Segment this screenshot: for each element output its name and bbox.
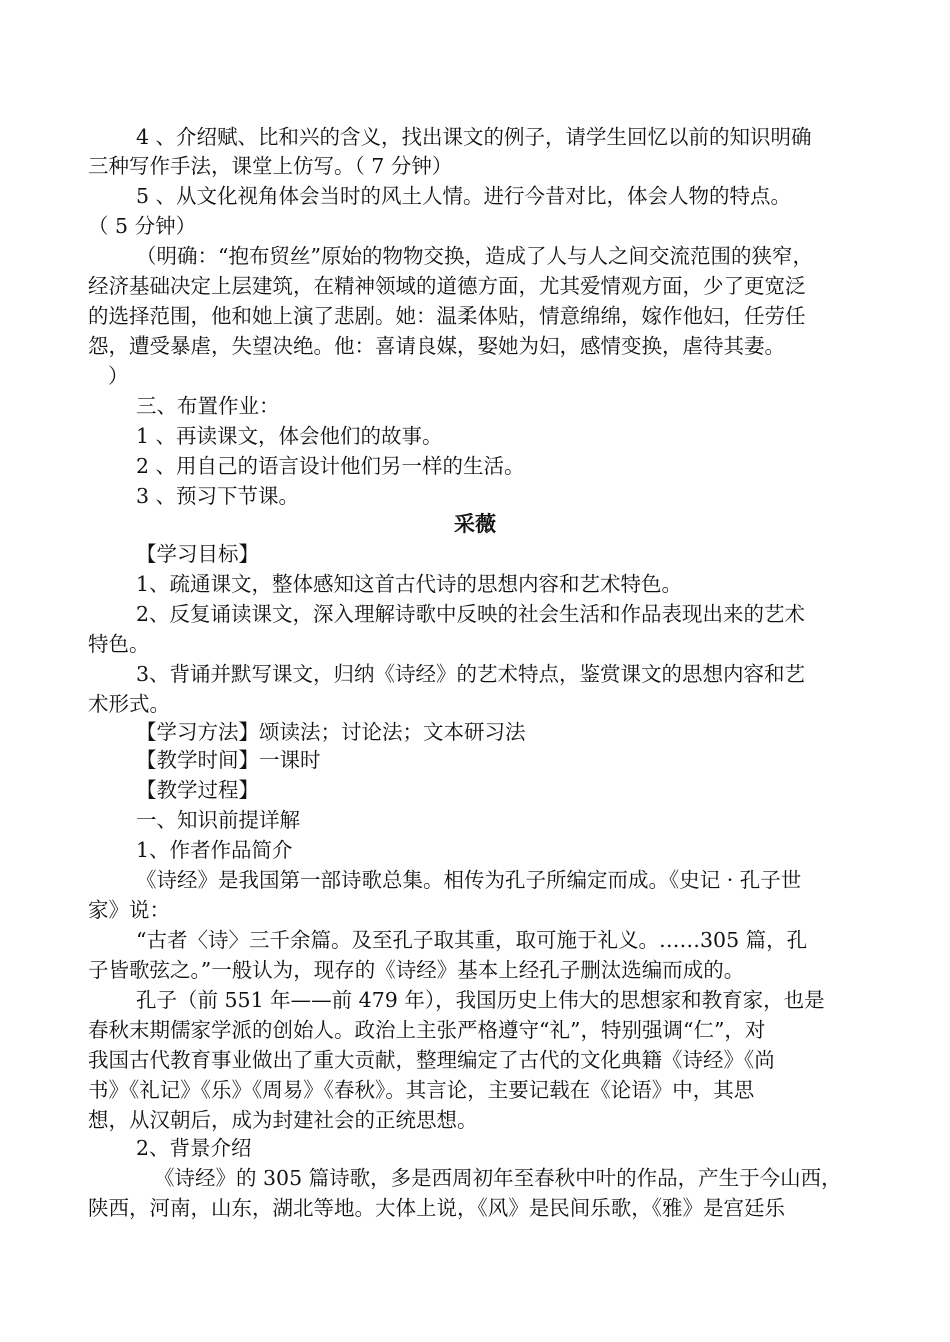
text-line: 孔子（前 551 年——前 479 年），我国历史上伟大的思想家和教育家，也是 [136, 988, 825, 1012]
text-line: 春秋末期儒家学派的创始人。政治上主张严格遵守“礼”，特别强调“仁”，对 [88, 1018, 766, 1042]
list-item: 3、背诵并默写课文，归纳《诗经》的艺术特点，鉴赏课文的思想内容和艺 [136, 662, 806, 686]
text-line: 特色。 [88, 632, 150, 656]
list-item: 1、疏通课文，整体感知这首古代诗的思想内容和艺术特色。 [136, 572, 683, 596]
list-item: 2 、用自己的语言设计他们另一样的生活。 [136, 454, 525, 478]
list-item: 2、反复诵读课文，深入理解诗歌中反映的社会生活和作品表现出来的艺术 [136, 602, 806, 626]
text-line: 术形式。 [88, 692, 170, 716]
text-line: 4 、介绍赋、比和兴的含义，找出课文的例子，请学生回忆以前的知识明确 [136, 125, 812, 149]
text-line: 5 、从文化视角体会当时的风土人情。进行今昔对比，体会人物的特点。 [136, 184, 792, 208]
sub-heading: 2、背景介绍 [136, 1136, 252, 1160]
section-heading: 【学习方法】颂读法；讨论法；文本研习法 [136, 720, 526, 744]
section-heading: 三、布置作业： [136, 394, 280, 418]
text-line: “古者〈诗〉三千余篇。及至孔子取其重，取可施于礼义。……305 篇，孔 [136, 928, 808, 952]
text-line: 经济基础决定上层建筑，在精神领域的道德方面，尤其爱情观方面，少了更宽泛 [88, 274, 806, 298]
text-line: 的选择范围，他和她上演了悲剧。她：温柔体贴，情意绵绵，嫁作他妇，任劳任 [88, 304, 806, 328]
section-heading: 【学习目标】 [136, 542, 259, 566]
text-line: （ 5 分钟） [88, 214, 197, 238]
section-heading: 【教学时间】一课时 [136, 748, 321, 772]
text-line: 子皆歌弦之。”一般认为，现存的《诗经》基本上经孔子删汰选编而成的。 [88, 958, 745, 982]
text-line: 《诗经》是我国第一部诗歌总集。相传为孔子所编定而成。《史记 · 孔子世 [136, 868, 802, 892]
text-line: 我国古代教育事业做出了重大贡献，整理编定了古代的文化典籍《诗经》《尚 [88, 1048, 775, 1072]
text-line: 想，从汉朝后，成为封建社会的正统思想。 [88, 1108, 478, 1132]
text-line: 家》说： [88, 898, 170, 922]
list-item: 1 、再读课文，体会他们的故事。 [136, 424, 443, 448]
lesson-title: 采薇 [454, 511, 496, 536]
text-line: 三种写作手法，课堂上仿写。（ 7 分钟） [88, 154, 453, 178]
text-line: ） [108, 364, 129, 388]
sub-heading: 1、作者作品简介 [136, 838, 293, 862]
text-line: 陕西，河南，山东，湖北等地。大体上说，《风》是民间乐歌，《雅》是宫廷乐 [88, 1196, 785, 1220]
section-heading: 【教学过程】 [136, 778, 259, 802]
text-line: 《诗经》的 305 篇诗歌，多是西周初年至春秋中叶的作品，产生于今山西， [154, 1166, 842, 1190]
text-line: （明确：“抱布贸丝”原始的物物交换，造成了人与人之间交流范围的狭窄， [136, 244, 813, 268]
text-line: 书》《礼记》《乐》《周易》《春秋》。其言论，主要记载在《论语》中，其思 [88, 1078, 755, 1102]
text-line: 怨，遭受暴虐，失望决绝。他：喜请良媒，娶她为妇，感情变换，虐待其妻。 [88, 334, 785, 358]
section-heading: 一、知识前提详解 [136, 808, 300, 832]
list-item: 3 、预习下节课。 [136, 484, 300, 508]
